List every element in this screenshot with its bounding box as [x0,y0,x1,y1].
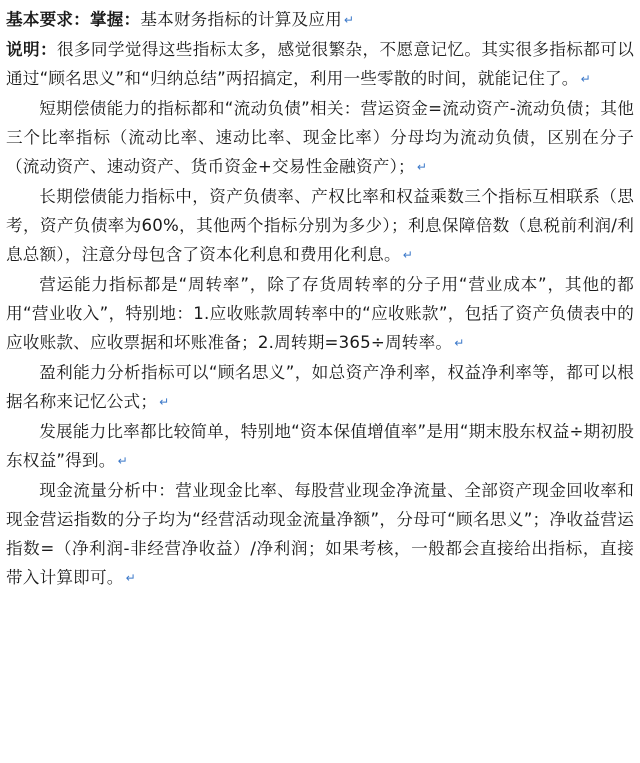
requirement-label: 基本要求：掌握： [6,10,141,29]
paragraph-text: 现金流量分析中：营业现金比率、每股营业现金净流量、全部资产现金回收率和现金营运指数的分子均为“经营活动现金流量净额”，分母可“顾名思义”；净收益营运指数=（净利润-非经营净收益）/净利润；如果考核，一般都会直接给出指标，直接带入计算即可。 [6,481,634,587]
paragraph-mark-icon: ↵ [343,13,355,27]
paragraph-long-term-solvency [6,182,634,270]
requirement-line [6,5,634,35]
paragraph-cash-flow-analysis [6,476,634,593]
paragraph-operating-capacity [6,270,634,358]
paragraph-text: 发展能力比率都比较简单，特别地“资本保值增值率”是用“期末股东权益÷期初股东权益”得到。 [6,422,634,470]
paragraph-text: 短期偿债能力的指标都和“流动负债”相关：营运资金=流动资产-流动负债；其他三个比率指标（流动比率、速动比率、现金比率）分母均为流动负债，区别在分子（流动资产、速动资产、货币资金+交易性金融资产）； [6,99,634,176]
paragraph-mark-icon: ↵ [416,160,428,174]
paragraph-mark-icon: ↵ [125,571,136,585]
paragraph-mark-icon: ↵ [454,336,465,350]
paragraph-profitability [6,358,634,417]
note-label: 说明： [6,40,57,59]
paragraph-short-term-solvency [6,94,634,182]
note-text: 很多同学觉得这些指标太多，感觉很繁杂，不愿意记忆。其实很多指标都可以通过“顾名思义”和“归纳总结”两招搞定，利用一些零散的时间，就能记住了。 [6,40,634,88]
paragraph-mark-icon: ↵ [402,248,414,262]
document-body [6,5,634,593]
paragraph-mark-icon: ↵ [580,72,591,86]
paragraph-growth-capacity [6,417,634,476]
paragraph-text: 盈利能力分析指标可以“顾名思义”，如总资产净利率，权益净利率等，都可以根据名称来记忆公式； [6,363,634,411]
paragraph-text: 长期偿债能力指标中，资产负债率、产权比率和权益乘数三个指标互相联系（思考，资产负债率为60%，其他两个指标分别为多少）；利息保障倍数（息税前利润/利息总额），注意分母包含了资本化利息和费用化利息。 [6,187,634,264]
paragraph-mark-icon: ↵ [117,454,128,468]
paragraph-mark-icon: ↵ [159,395,170,409]
note-paragraph [6,35,634,94]
paragraph-text: 营运能力指标都是“周转率”，除了存货周转率的分子用“营业成本”，其他的都用“营业收入”，特别地：1.应收账款周转率中的“应收账款”，包括了资产负债表中的应收账款、应收票据和坏账准备；2.周转期=365÷周转率。 [6,275,634,352]
requirement-text: 基本财务指标的计算及应用 [140,10,342,29]
